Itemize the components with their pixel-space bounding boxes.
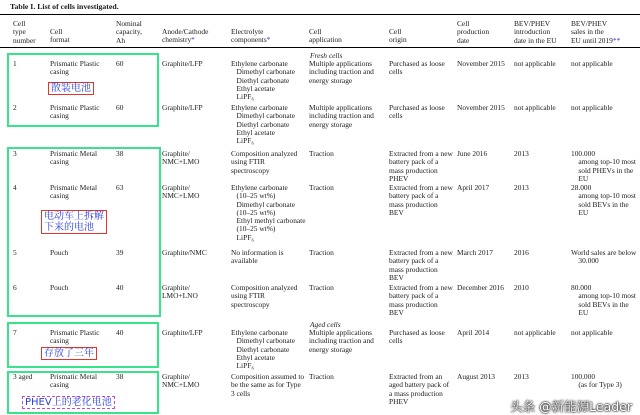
- cell-format: Prismatic Metal casing: [50, 149, 98, 167]
- cell-chemistry: Graphite/ NMC+LMO: [162, 372, 200, 390]
- cell-chemistry: Graphite/LFP: [162, 328, 203, 337]
- cell-chemistry: Graphite/LFP: [162, 103, 203, 112]
- cell-sales: not applicable: [571, 59, 613, 68]
- header-bev-sales-label: BEV/PHEV sales in the EU until 2019: [571, 19, 613, 45]
- cell-type: 4: [13, 183, 17, 192]
- cell-format: Prismatic Plastic casing: [50, 59, 100, 77]
- cell-intro: 2010: [514, 283, 529, 292]
- cell-production: June 2016: [457, 149, 488, 158]
- cell-production: April 2014: [457, 328, 490, 337]
- header-bev-sales: [571, 20, 620, 45]
- header-capacity: Nominal capacity, Ah: [116, 19, 142, 45]
- cell-capacity: 39: [116, 248, 124, 257]
- cell-format: Prismatic Metal casing: [50, 183, 98, 201]
- section-aged-cells: Aged cells: [310, 320, 341, 329]
- cell-type: 5: [13, 248, 17, 257]
- cell-chemistry: Graphite/NMC: [162, 248, 207, 257]
- annotation-loose-cells: 散装电池: [48, 82, 94, 95]
- cell-sales: not applicable: [571, 328, 613, 337]
- header-bev-date: BEV/PHEV introduction date in the EU: [514, 19, 557, 45]
- cell-capacity: 63: [116, 183, 124, 192]
- cell-type: 3 aged: [13, 372, 33, 381]
- header-chemistry: [162, 28, 208, 45]
- cell-origin: Extracted from a new battery pack of a mass production PHEV: [389, 149, 453, 183]
- header-rule: [0, 47, 640, 48]
- cell-type: 7: [13, 328, 17, 337]
- cell-intro: not applicable: [514, 59, 556, 68]
- cell-origin: Extracted from a new battery pack of a mass production BEV: [389, 248, 453, 282]
- cell-type: 2: [13, 103, 17, 112]
- cell-application: Traction: [309, 283, 334, 292]
- cell-application: Multiple applications including traction and energy storage: [309, 59, 374, 85]
- cell-electrolyte: Ethylene carbonate Dimethyl carbonate Diethyl carbonate Ethyl acetate LiPF₆: [231, 103, 296, 146]
- cell-intro: not applicable: [514, 103, 556, 112]
- header-bev-sales-star: **: [612, 35, 621, 45]
- cell-production: August 2013: [457, 372, 495, 381]
- header-origin: Cell origin: [389, 27, 407, 45]
- cell-production: November 2015: [457, 103, 505, 112]
- cell-intro: 2016: [514, 248, 529, 257]
- watermark: 头条 @新能源Leader: [510, 398, 632, 414]
- header-application: Cell application: [309, 27, 342, 45]
- cell-production: November 2015: [457, 59, 505, 68]
- header-electrolyte-label: Electrolyte components: [231, 27, 267, 45]
- cell-electrolyte: Ethylene carbonate (10–25 wt%) Dimethyl carbonate (10–25 wt%) Ethyl methyl carbonate (10–25 wt%) LiPF₆: [231, 183, 306, 242]
- cell-electrolyte: Ethylene carbonate Dimethyl carbonate Diethyl carbonate Ethyl acetate LiPF₆: [231, 328, 296, 371]
- cell-application: Multiple applications including traction and energy storage: [309, 103, 374, 129]
- cell-origin: Extracted from a new battery pack of a mass production BEV: [389, 183, 453, 217]
- cell-application: Traction: [309, 372, 334, 381]
- cell-chemistry: Graphite/LFP: [162, 59, 203, 68]
- annotation-stored-cells: 存放了三年: [41, 347, 97, 360]
- cell-application: Multiple applications including traction and energy storage: [309, 328, 374, 354]
- cell-intro: 2013: [514, 149, 529, 158]
- cell-origin: Purchased as loose cells: [389, 328, 445, 346]
- cell-chemistry: Graphite/ LMO+LNO: [162, 283, 198, 301]
- cell-sales: 100.000 among top-10 most sold PHEVs in the EU: [571, 149, 636, 183]
- cell-application: Traction: [309, 248, 334, 257]
- cell-electrolyte: No information is available: [231, 248, 284, 266]
- cell-intro: 2013: [514, 183, 529, 192]
- cell-capacity: 38: [116, 149, 124, 158]
- cell-sales: 80.000 among top-10 most sold BEVs in the EU: [571, 283, 636, 317]
- cell-format: Prismatic Plastic casing: [50, 328, 100, 346]
- header-cell-type: Cell type number: [13, 19, 36, 45]
- cell-application: Traction: [309, 149, 334, 158]
- cell-electrolyte: Composition analyzed using FTIR spectroscopy: [231, 149, 298, 175]
- header-format: Cell format: [50, 27, 70, 45]
- cell-format: Pouch: [50, 283, 69, 292]
- cell-origin: Extracted from an aged battery pack of a mass production PHEV: [389, 372, 450, 406]
- cell-type: 3: [13, 149, 17, 158]
- top-rule: [0, 14, 640, 15]
- cell-application: Traction: [309, 183, 334, 192]
- cell-capacity: 60: [116, 103, 124, 112]
- header-electrolyte: [231, 28, 270, 45]
- cell-type: 6: [13, 283, 17, 292]
- annotation-phev-aged: PHEV上的老化电池: [22, 396, 115, 409]
- cell-chemistry: Graphite/ NMC+LMO: [162, 183, 200, 201]
- cell-intro: 2013: [514, 372, 529, 381]
- table-title: Table I. List of cells investigated.: [10, 2, 119, 11]
- cell-sales: 100.000 (as for Type 3): [571, 372, 622, 390]
- cell-chemistry: Graphite/ NMC+LMO: [162, 149, 200, 167]
- cell-capacity: 38: [116, 372, 124, 381]
- cell-capacity: 60: [116, 59, 124, 68]
- cell-electrolyte: Composition analyzed using FTIR spectroscopy: [231, 283, 298, 309]
- cell-origin: Extracted from a new battery pack of a mass production BEV: [389, 283, 453, 317]
- cell-production: December 2016: [457, 283, 504, 292]
- cell-format: Prismatic Plastic casing: [50, 103, 100, 121]
- header-chemistry-label: Anode/Cathode chemistry: [162, 27, 209, 45]
- header-production: Cell production date: [457, 19, 490, 45]
- cell-production: March 2017: [457, 248, 493, 257]
- cell-format: Prismatic Metal casing: [50, 372, 98, 390]
- cell-electrolyte: Composition assumed to be the same as for Type 3 cells: [231, 372, 305, 398]
- cell-sales: not applicable: [571, 103, 613, 112]
- header-chemistry-star: *: [191, 35, 195, 45]
- cell-format: Pouch: [50, 248, 69, 257]
- annotation-extracted-cells: 电动车上拆解 下来的电池: [41, 210, 107, 234]
- cell-production: April 2017: [457, 183, 490, 192]
- cell-sales: 28.000 among top-10 most sold BEVs in the EU: [571, 183, 636, 217]
- cell-capacity: 40: [116, 283, 124, 292]
- section-fresh-cells: Fresh cells: [310, 51, 343, 60]
- cell-origin: Purchased as loose cells: [389, 59, 445, 77]
- header-electrolyte-star: *: [266, 35, 271, 45]
- highlight-box-stored-cells: [7, 322, 159, 368]
- cell-sales: World sales are below 30.000: [571, 248, 637, 266]
- cell-type: 1: [13, 59, 17, 68]
- cell-origin: Purchased as loose cells: [389, 103, 445, 121]
- cell-capacity: 40: [116, 328, 124, 337]
- cell-intro: not applicable: [514, 328, 556, 337]
- cell-electrolyte: Ethylene carbonate Dimethyl carbonate Diethyl carbonate Ethyl acetate LiPF₆: [231, 59, 296, 102]
